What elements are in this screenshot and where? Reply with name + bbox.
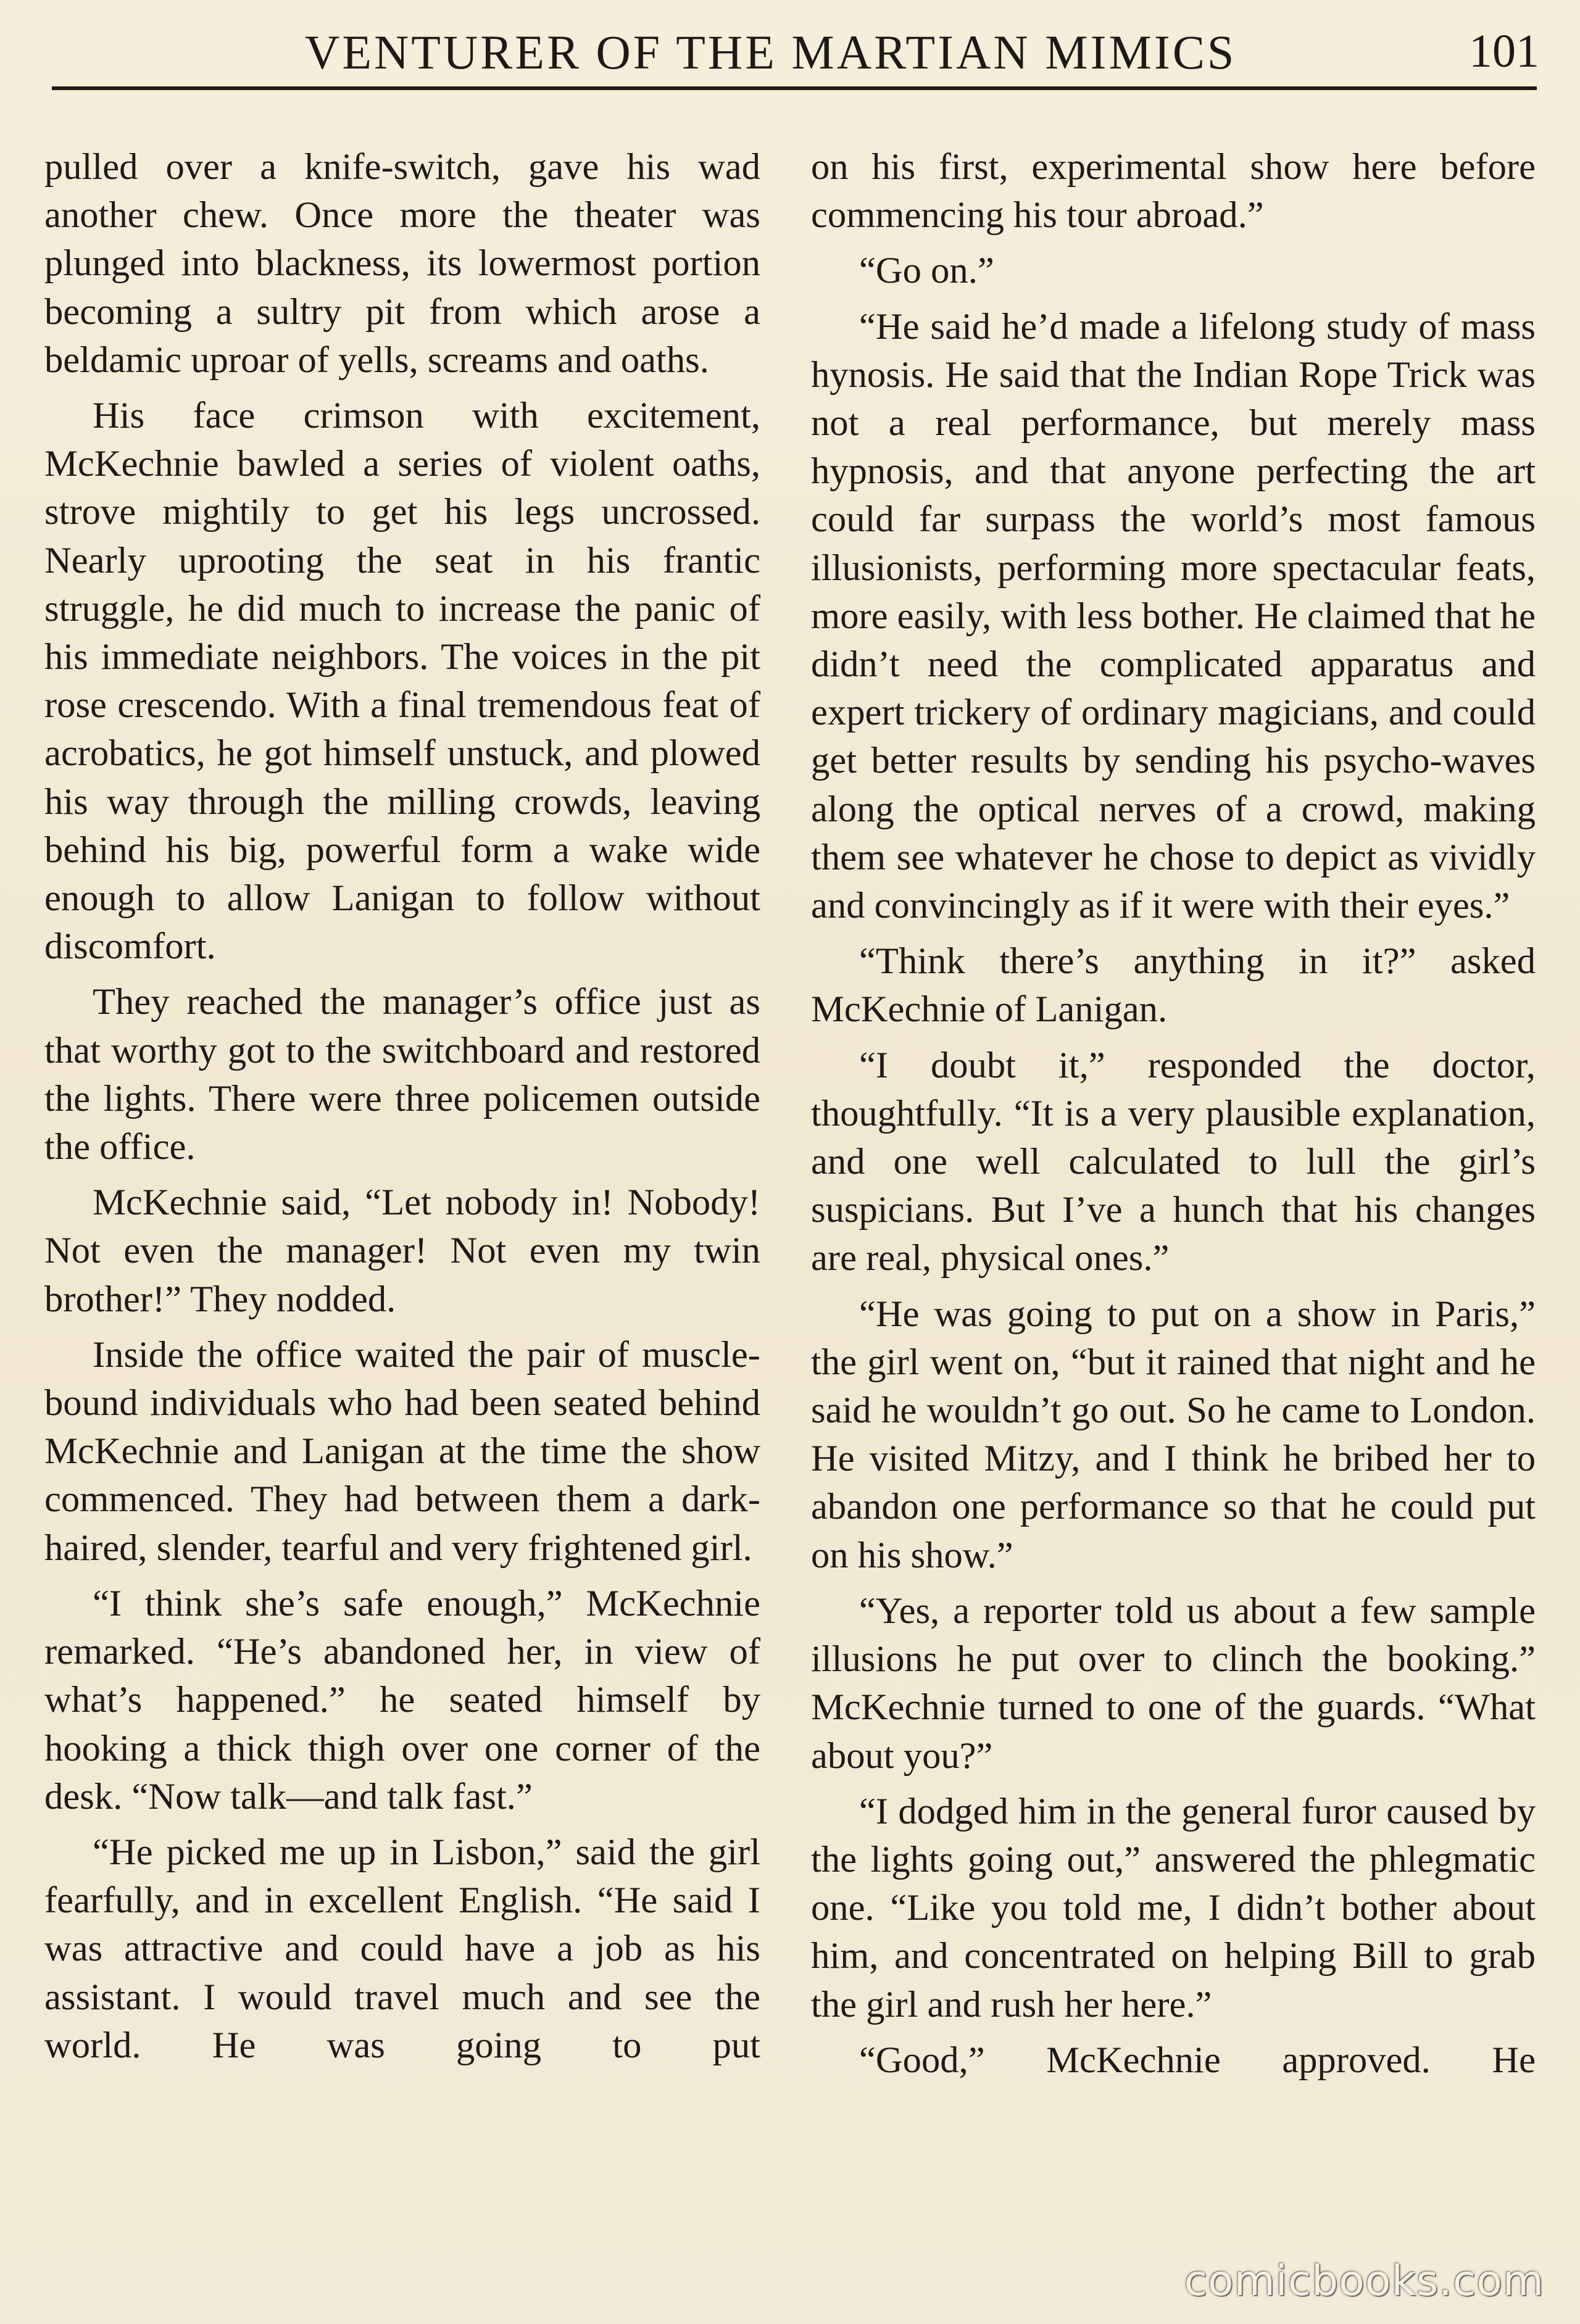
paragraph: on his first, experimental show here before commencing his tour abroad.” (811, 146, 1536, 236)
paragraph: “I doubt it,” responded the doctor, thoughtfully. “It is a very plausible explanation, and one well calculated to lull the girl’s suspicians. But I’ve a hunch that his changes are real, physical ones.” (811, 1044, 1536, 1279)
paragraph: “I dodged him in the general furor caused by the lights going out,” answered the phlegmatic one. “Like you told me, I didn’t bother about him, and concentrated on helping Bill to grab the girl and rush her here.” (811, 1790, 1536, 2025)
page-number: 101 (1469, 25, 1539, 77)
paragraph: McKechnie said, “Let nobody in! Nobody! Not even the manager! Not even my twin brother!” They nodded. (44, 1182, 760, 1320)
site-watermark: comicbooks.com (1184, 2257, 1544, 2305)
running-title: VENTURER OF THE MARTIAN MIMICS (305, 25, 1237, 79)
paragraph: pulled over a knife-switch, gave his wad another chew. Once more the theater was plunged into blackness, its lowermost portion becoming a sultry pit from which arose a beldamic uproar of yells, screams and oaths. (44, 146, 760, 381)
paragraph: “He picked me up in Lisbon,” said the girl fearfully, and in excellent English. “He said I was attractive and could have a job as his assistant. I would travel much and see the world. He was going to put (44, 1831, 760, 2066)
paragraph: “He said he’d made a lifelong study of mass hynosis. He said that the Indian Rope Trick was not a real performance, but merely mass hypnosis, and that anyone perfecting the art could far surpass the world’s most famous illusionists, performing more spectacular feats, more easily, with less bother. He claimed that he didn’t need the complicated apparatus and expert trickery of ordinary magicians, and could get better results by sending his psycho-waves along the optical nerves of a crowd, making them see whatever he chose to depict as vividly and convincingly as if it were with their eyes.” (811, 305, 1536, 927)
left-column (44, 143, 760, 2077)
paragraph: “Yes, a reporter told us about a few sample illusions he put over to clinch the booking.” McKechnie turned to one of the guards. “What about you?” (811, 1590, 1536, 1777)
running-header (52, 19, 1539, 86)
paragraph: They reached the manager’s office just as that worthy got to the switchboard and restored the lights. There were three policemen outside the office. (44, 981, 760, 1168)
paragraph: His face crimson with excitement, McKechnie bawled a series of violent oaths, strove mightily to get his legs uncrossed. Nearly uprooting the seat in his frantic struggle, he did much to increase the panic of his immediate neighbors. The voices in the pit rose crescendo. With a final tremendous feat of acrobatics, he got himself unstuck, and plowed his way through the milling crowds, leaving behind his big, powerful form a wake wide enough to allow Lanigan to follow without discomfort. (44, 395, 760, 968)
header-rule (52, 86, 1537, 90)
paragraph: “Good,” McKechnie approved. He (859, 2039, 1536, 2081)
paragraph: “He was going to put on a show in Paris,” the girl went on, “but it rained that night and he said he wouldn’t go out. So he came to London. He visited Mitzy, and I think he bribed her to abandon one performance so that he could put on his show.” (811, 1293, 1536, 1576)
paragraph: “Think there’s anything in it?” asked McKechnie of Lanigan. (811, 940, 1536, 1031)
right-column (811, 143, 1536, 2092)
paragraph: “I think she’s safe enough,” McKechnie remarked. “He’s abandoned her, in view of what’s happened.” he seated himself by hooking a thick thigh over one corner of the desk. “Now talk—and talk fast.” (44, 1582, 760, 1817)
paragraph: Inside the office waited the pair of muscle-bound individuals who had been seated behind McKechnie and Lanigan at the time the show commenced. They had between them a dark-haired, slender, tearful and very frightened girl. (44, 1334, 760, 1569)
paragraph: “Go on.” (859, 250, 994, 292)
